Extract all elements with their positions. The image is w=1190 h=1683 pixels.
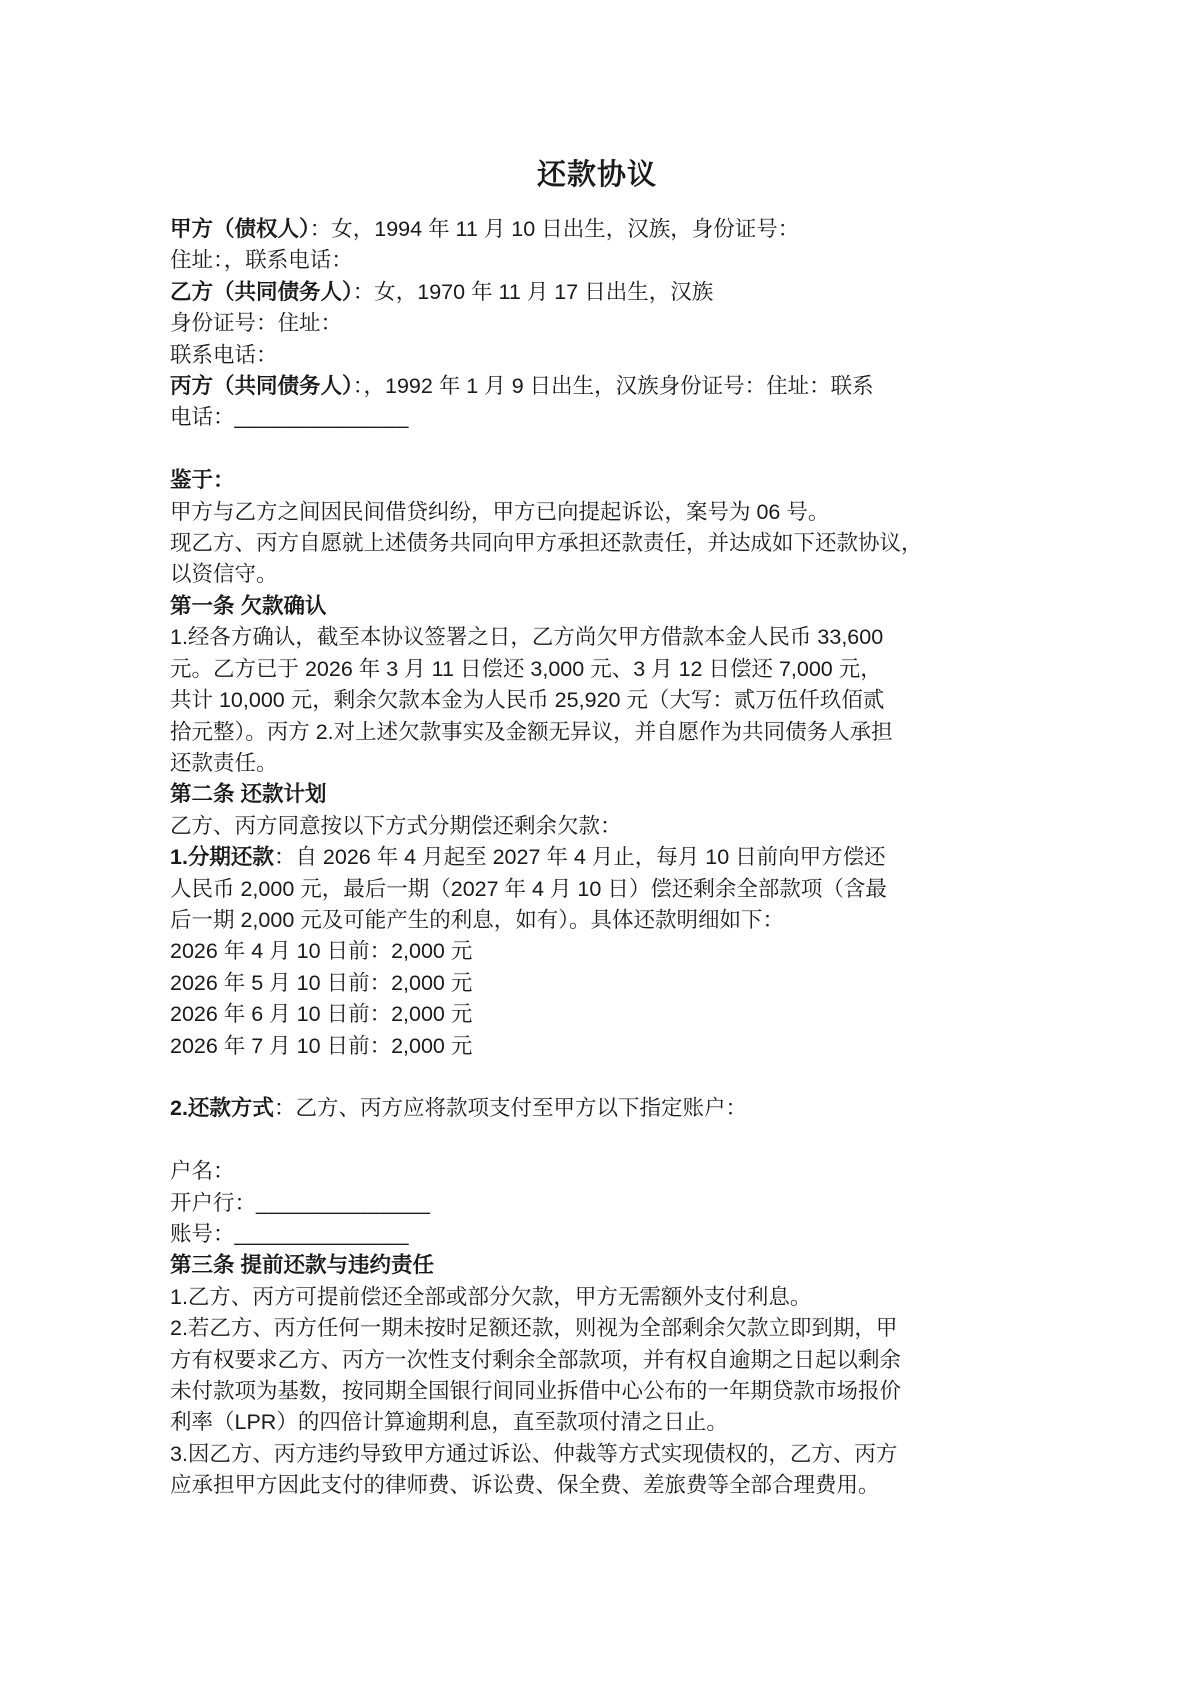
party-b-id-line	[170, 308, 1024, 339]
article-2-heading	[170, 779, 1024, 810]
article-2-heading-seg-0: 第二条 还款计划	[170, 782, 327, 807]
installment-clause-line-3	[170, 905, 1024, 936]
party-c-phone-line	[170, 402, 1024, 433]
payment-method-line-seg-1: ：乙方、丙方应将款项支付至甲方以下指定账户：	[273, 1096, 747, 1121]
spacer	[170, 1125, 1024, 1156]
article-3-clause-2-line-3	[170, 1376, 1024, 1407]
article-3-clause-2-line-4-seg-0: 利率（LPR）的四倍计算逾期利息，直至款项付清之日止。	[170, 1410, 728, 1435]
whereas-clause-1	[170, 497, 1024, 528]
article-1-clause-line-2-seg-0: 元。乙方已于 2026 年 3 月 11 日偿还 3,000 元、3 月 12 日偿还 7,000 元，	[170, 656, 882, 681]
payment-method-line	[170, 1093, 1024, 1124]
blank-underline: ______________	[234, 405, 409, 430]
whereas-clause-2b	[170, 559, 1024, 590]
whereas-clause-2a-seg-0: 现乙方、丙方自愿就上述债务共同向甲方承担还款责任，并达成如下还款协议，	[170, 531, 923, 556]
document-title: 还款协议	[536, 159, 657, 191]
article-1-clause-line-3-seg-0: 共计 10,000 元，剩余欠款本金为人民币 25,920 元（大写：贰万伍仟玖佰贰	[170, 688, 885, 713]
installment-clause-line-3-seg-0: 后一期 2,000 元及可能产生的利息，如有）。具体还款明细如下：	[170, 907, 785, 932]
party-b-phone-line-seg-0: 联系电话：	[170, 342, 278, 367]
party-a-line-seg-1: ：女，1994 年 11 月 10 日出生，汉族，身份证号：	[309, 217, 800, 241]
installment-clause-line-2-seg-0: 人民币 2,000 元，最后一期（2027 年 4 月 10 日）偿还剩余全部款项（含最	[170, 876, 887, 901]
whereas-heading	[170, 465, 1024, 496]
account-number-line-seg-0: 账号：	[170, 1222, 235, 1246]
whereas-clause-2a	[170, 528, 1024, 559]
article-1-heading	[170, 591, 1024, 622]
blank-underline: ______________	[256, 1190, 431, 1215]
payment-method-line-seg-0: 2.还款方式	[170, 1096, 274, 1121]
installment-clause-line-2	[170, 874, 1024, 905]
article-3-heading	[170, 1250, 1024, 1281]
article-3-clause-1	[170, 1282, 1024, 1313]
installment-clause-line-1-seg-0: 1.分期还款	[170, 845, 274, 870]
whereas-clause-1-seg-0: 甲方与乙方之间因民间借贷纠纷，甲方已向提起诉讼，案号为 06 号。	[170, 499, 830, 524]
article-2-intro	[170, 811, 1024, 842]
schedule-item-3-seg-0: 2026 年 6 月 10 日前：2,000 元	[170, 1002, 473, 1027]
party-c-line-seg-0: 丙方（共同债务人）	[170, 374, 353, 399]
article-3-clause-2-line-2-seg-0: 方有权要求乙方、丙方一次性支付剩余全部款项，并有权自逾期之日起以剩余	[170, 1347, 902, 1372]
article-2-intro-seg-0: 乙方、丙方同意按以下方式分期偿还剩余欠款：	[170, 813, 622, 838]
schedule-item-1	[170, 936, 1024, 967]
account-name-line	[170, 1156, 1024, 1187]
party-a-address-line-seg-0: 住址：，联系电话：	[170, 248, 353, 273]
article-3-clause-2-line-3-seg-0: 未付款项为基数，按同期全国银行间同业拆借中心公布的一年期贷款市场报价	[170, 1379, 902, 1404]
account-number-line	[170, 1219, 1024, 1250]
article-3-clause-2-line-2	[170, 1345, 1024, 1376]
party-a-address-line	[170, 245, 1024, 276]
whereas-clause-2b-seg-0: 以资信守。	[170, 562, 278, 587]
bank-name-line-seg-0: 开户行：	[170, 1190, 257, 1215]
account-name-line-seg-0: 户名：	[170, 1159, 235, 1184]
party-c-phone-line-seg-0: 电话：	[170, 405, 235, 430]
article-1-clause-line-4-seg-0: 拾元整）。丙方 2.对上述欠款事实及金额无异议，并自愿作为共同债务人承担	[170, 719, 893, 744]
spacer	[170, 1062, 1024, 1093]
party-b-line-seg-1: ：女，1970 年 11 月 17 日出生，汉族	[352, 279, 714, 304]
party-b-id-line-seg-0: 身份证号：住址：	[170, 311, 343, 336]
schedule-item-4-seg-0: 2026 年 7 月 10 日前：2,000 元	[170, 1033, 473, 1058]
party-b-line-seg-0: 乙方（共同债务人）	[170, 279, 353, 304]
schedule-item-2	[170, 968, 1024, 999]
article-1-clause-line-1-seg-0: 1.经各方确认，截至本协议签署之日，乙方尚欠甲方借款本金人民币 33,600	[170, 625, 884, 650]
blank-underline: ______________	[234, 1222, 409, 1246]
article-1-heading-seg-0: 第一条 欠款确认	[170, 593, 327, 618]
article-1-clause-line-5	[170, 748, 1024, 779]
bank-name-line	[170, 1188, 1024, 1219]
article-1-clause-line-4	[170, 717, 1024, 748]
party-c-line	[170, 371, 1024, 402]
article-1-clause-line-1	[170, 622, 1024, 653]
schedule-item-2-seg-0: 2026 年 5 月 10 日前：2,000 元	[170, 970, 473, 995]
article-1-clause-line-2	[170, 654, 1024, 685]
spacer	[170, 434, 1024, 465]
schedule-item-1-seg-0: 2026 年 4 月 10 日前：2,000 元	[170, 939, 473, 964]
party-c-line-seg-1: ：，1992 年 1 月 9 日出生，汉族身份证号：住址：联系	[352, 374, 874, 399]
article-1-clause-line-3	[170, 685, 1024, 716]
article-3-clause-3-line-1-seg-0: 3.因乙方、丙方违约导致甲方通过诉讼、仲裁等方式实现债权的，乙方、丙方	[170, 1441, 898, 1466]
article-3-clause-1-seg-0: 1.乙方、丙方可提前偿还全部或部分欠款，甲方无需额外支付利息。	[170, 1284, 812, 1309]
article-3-clause-3-line-2-seg-0: 应承担甲方因此支付的律师费、诉讼费、保全费、差旅费等全部合理费用。	[170, 1473, 880, 1498]
party-b-line	[170, 277, 1024, 308]
installment-clause-line-1-seg-1: ：自 2026 年 4 月起至 2027 年 4 月止，每月 10 日前向甲方偿还	[273, 845, 886, 870]
party-a-line	[170, 214, 1024, 245]
schedule-item-3	[170, 999, 1024, 1030]
article-3-clause-3-line-1	[170, 1439, 1024, 1470]
party-b-phone-line	[170, 340, 1024, 371]
document-lines	[170, 214, 1024, 1502]
article-3-clause-3-line-2	[170, 1470, 1024, 1501]
article-3-heading-seg-0: 第三条 提前还款与违约责任	[170, 1253, 434, 1278]
article-3-clause-2-line-4	[170, 1407, 1024, 1438]
article-3-clause-2-line-1	[170, 1313, 1024, 1344]
whereas-heading-seg-0: 鉴于：	[170, 468, 235, 493]
article-3-clause-2-line-1-seg-0: 2.若乙方、丙方任何一期未按时足额还款，则视为全部剩余欠款立即到期，甲	[170, 1316, 898, 1341]
article-1-clause-line-5-seg-0: 还款责任。	[170, 750, 278, 775]
installment-clause-line-1	[170, 842, 1024, 873]
party-a-line-seg-0: 甲方（债权人）	[170, 217, 310, 241]
schedule-item-4	[170, 1031, 1024, 1062]
